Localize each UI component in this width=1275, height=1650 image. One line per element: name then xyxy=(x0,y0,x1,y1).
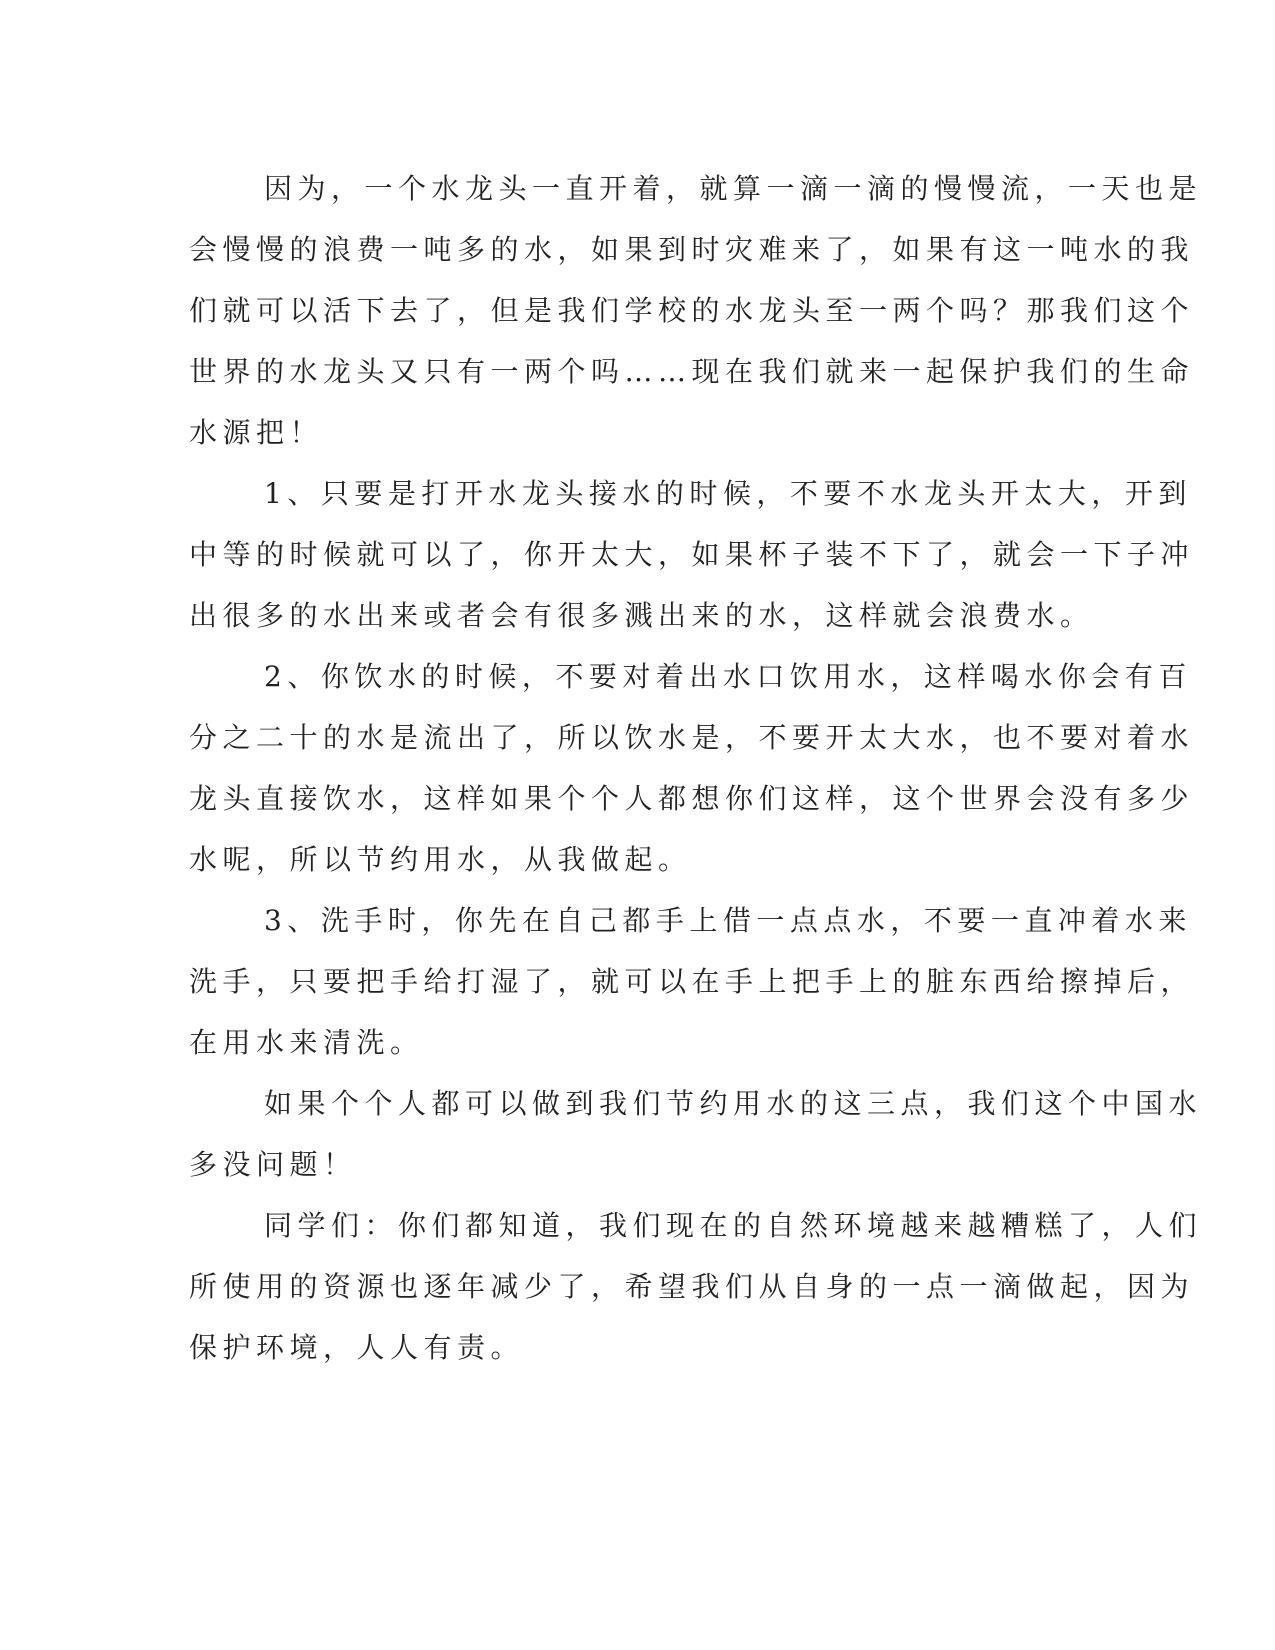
text-line: 2、你饮水的时候，不要对着出水口饮用水，这样喝水你会有百 xyxy=(264,660,1192,693)
text-line: 在用水来清洗。 xyxy=(189,1026,424,1059)
paragraph-appeal xyxy=(189,1195,1203,1378)
text-line: 保护环境，人人有责。 xyxy=(189,1331,525,1364)
text-line: 中等的时候就可以了，你开太大，如果杯子装不下了，就会一下子冲 xyxy=(189,538,1195,571)
text-line: 因为，一个水龙头一直开着，就算一滴一滴的慢慢流，一天也是 xyxy=(264,172,1203,205)
paragraph-tip-2 xyxy=(189,646,1195,890)
text-line: 世界的水龙头又只有一两个吗……现在我们就来一起保护我们的生命 xyxy=(189,355,1195,388)
text-line: 多没问题！ xyxy=(189,1148,357,1181)
text-line: 所使用的资源也逐年减少了，希望我们从自身的一点一滴做起，因为 xyxy=(189,1270,1195,1303)
text-line: 龙头直接饮水，这样如果个个人都想你们这样，这个世界会没有多少 xyxy=(189,782,1195,815)
paragraph-conclusion xyxy=(189,1073,1203,1195)
text-line: 水呢，所以节约用水，从我做起。 xyxy=(189,843,692,876)
text-line: 1、只要是打开水龙头接水的时候，不要不水龙头开太大，开到 xyxy=(264,477,1192,510)
text-line: 同学们：你们都知道，我们现在的自然环境越来越糟糕了，人们 xyxy=(264,1209,1203,1242)
text-line: 3、洗手时，你先在自己都手上借一点点水，不要一直冲着水来 xyxy=(264,904,1192,937)
text-line: 水源把！ xyxy=(189,416,324,449)
text-line: 们就可以活下去了，但是我们学校的水龙头至一两个吗？那我们这个 xyxy=(189,294,1195,327)
text-line: 洗手，只要把手给打湿了，就可以在手上把手上的脏东西给擦掉后， xyxy=(189,965,1195,998)
document-body xyxy=(189,158,1203,1378)
text-line: 如果个个人都可以做到我们节约用水的这三点，我们这个中国水 xyxy=(264,1087,1203,1120)
text-line: 会慢慢的浪费一吨多的水，如果到时灾难来了，如果有这一吨水的我 xyxy=(189,233,1195,266)
text-line: 出很多的水出来或者会有很多溅出来的水，这样就会浪费水。 xyxy=(189,599,1094,632)
text-line: 分之二十的水是流出了，所以饮水是，不要开太大水，也不要对着水 xyxy=(189,721,1195,754)
paragraph-tip-3 xyxy=(189,890,1195,1073)
paragraph-tip-1 xyxy=(189,463,1195,646)
paragraph-intro xyxy=(189,158,1203,463)
